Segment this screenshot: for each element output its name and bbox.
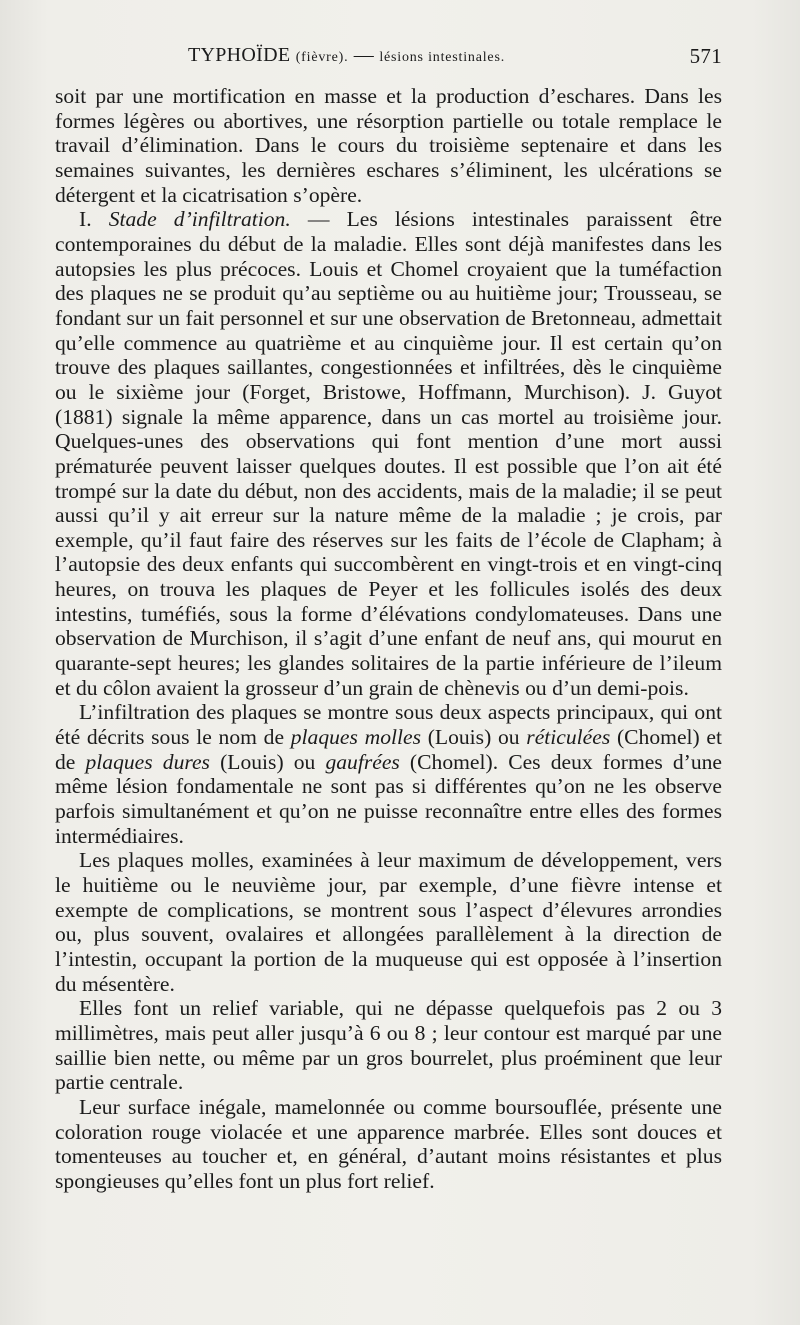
italic-text: Stade d’infiltration. [108,207,291,232]
italic-text: réticulées [526,725,611,750]
text-run: (Louis) ou [209,749,326,774]
text-run: Les plaques molles, examinées à leur maximum de développement, vers le huitième ou le neuvième jour, par exemple, d’une fièvre intense et exempte de complications, se montrent sous l’aspect d’élevures arrondies ou, plus souvent, ovalaires et allongées parallèlement à la direction de l’intestin, occupant la portion de la muqueuse qui est opposée à l’insertion du mésentère. [55,848,722,996]
title-dash: — [353,44,374,66]
body-text [55,84,722,1194]
paragraph [55,84,722,207]
paragraph [55,848,722,996]
italic-text: plaques dures [85,749,210,774]
paragraph [55,700,722,848]
text-run: Leur surface inégale, mamelonnée ou comme boursouflée, présente une coloration rouge violacée et une apparence marbrée. Elles sont douces et tomenteuses au toucher et, en général, d’autant moins résistantes et plus spongieuses qu’elles font un plus fort relief. [55,1094,722,1193]
text-run: — Les lésions intestinales paraissent être contemporaines du début de la maladie. Elles sont déjà manifestes dans les autopsies les plus précoces. Louis et Chomel croyaient que la tuméfaction des plaques ne se produit qu’au septième ou au huitième jour; Trousseau, se fondant sur un fait personnel et sur une observation de Bretonneau, admettait qu’elle commence au quatrième et au cinquième jour. Il est certain qu’on trouve des plaques saillantes, congestionnées et infiltrées, dès le cinquième ou le sixième jour (Forget, Bristowe, Hoffmann, Murchison). J. Guyot (1881) signale la même apparence, dans un cas mortel au troisième jour. Quelques-unes des observations qui font mention d’une mort aussi prématurée peuvent laisser quelques doutes. Il est possible que l’on ait été trompé sur la date du début, non des accidents, mais de la maladie; il se peut aussi qu’il y ait erreur sur la nature même de la maladie ; je crois, par exemple, qu’il faut faire des réserves sur les faits de l’école de Clapham; à l’autopsie des deux enfants qui succombèrent en vingt-trois et en vingt-cinq heures, on trouva les plaques de Peyer et les follicules isolés des deux intestins, tuméfiés, sous la forme d’élévations condylomateuses. Dans une observation de Murchison, il s’agit d’une enfant de neuf ans, qui mourut en quarante-sept heures; les glandes solitaires de la partie inférieure de l’ileum et du côlon avaient la grosseur d’un grain de chènevis ou d’un demi-pois. [55,207,722,700]
running-title [188,44,505,67]
text-run: (Chomel). Ces deux formes d’une même lésion fondamentale ne sont pas si différentes qu’on ne les observe parfois simultanément et qu’on ne puisse reconnaître entre elles des formes intermédiaires. [55,749,723,848]
paragraph [55,207,722,700]
text-run: L’infiltration des plaques se montre sous deux aspects principaux, qui ont été décrits sous le nom de [55,700,722,750]
page-number: 571 [689,44,722,68]
text-run: soit par une mortification en masse et la production d’eschares. Dans les formes légères ou abortives, une résorption partielle ou totale remplace le travail d’élimination. Dans le cours du troisième septenaire et dans les semaines suivantes, les dernières eschares s’éliminent, les ulcérations se détergent et la cicatrisation s’opère. [55,84,722,207]
paragraph [55,996,722,1095]
text-run: (Louis) ou [421,725,527,750]
running-header [55,44,722,74]
italic-text: gaufrées [325,749,400,774]
italic-text: plaques molles [290,725,421,750]
text-run: (Chomel) et de [55,725,723,774]
title-paren: (fièvre). [295,50,349,65]
paragraph [55,1095,722,1194]
text-run: I. [79,207,109,232]
title-section: lésions intestinales. [379,50,505,65]
text-run: Elles font un relief variable, qui ne dépasse quelquefois pas 2 ou 3 millimètres, mais peut aller jusqu’à 6 ou 8 ; leur contour est marqué par une saillie bien nette, ou même par un gros bourrelet, plus proéminent que leur partie centrale. [55,996,722,1095]
title-main: TYPHOÏDE [188,44,291,66]
